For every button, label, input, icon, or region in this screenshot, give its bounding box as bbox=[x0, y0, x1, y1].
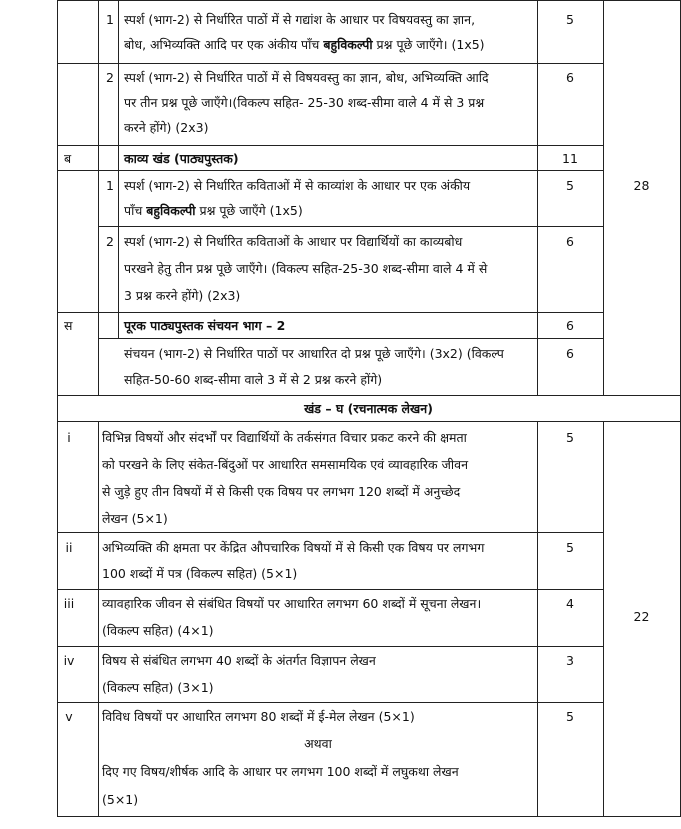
section-label: ब bbox=[64, 151, 72, 166]
desc-text: पाँच bbox=[124, 203, 147, 218]
item-marks: 6 bbox=[566, 346, 574, 361]
col-border bbox=[98, 0, 99, 396]
section-title: पूरक पाठ्यपुस्तक संचयन भाग – 2 bbox=[124, 318, 286, 333]
item-description: स्पर्श (भाग-2) से निर्धारित पाठों में से विषयवस्तु का ज्ञान, बोध, अभिव्यक्ति आदि bbox=[124, 70, 489, 85]
row-border bbox=[57, 0, 680, 1]
item-description: (5×1) bbox=[102, 792, 139, 807]
item-description: लेखन (5×1) bbox=[102, 511, 168, 526]
row-border bbox=[57, 63, 603, 64]
item-number: 2 bbox=[106, 234, 114, 249]
row-border bbox=[57, 312, 603, 313]
item-description: अभिव्यक्ति की क्षमता पर केंद्रित औपचारिक विषयों में से किसी एक विषय पर लगभग bbox=[102, 540, 485, 555]
section-total: 28 bbox=[633, 178, 650, 193]
section-marks: 6 bbox=[566, 318, 574, 333]
item-description: स्पर्श (भाग-2) से निर्धारित पाठों में से गद्यांश के आधार पर विषयवस्तु का ज्ञान, bbox=[124, 12, 476, 27]
item-description: विविध विषयों पर आधारित लगभग 80 शब्दों में ई-मेल लेखन (5×1) bbox=[102, 709, 415, 724]
desc-text: प्रश्न पूछे जाएँगे (1x5) bbox=[195, 203, 303, 218]
row-border bbox=[57, 145, 603, 146]
item-description: दिए गए विषय/शीर्षक आदि के आधार पर लगभग 100 शब्दों में लघुकथा लेखन bbox=[102, 764, 459, 779]
item-number: 2 bbox=[106, 70, 114, 85]
item-description: (विकल्प सहित) (4×1) bbox=[102, 623, 214, 638]
item-description: पर तीन प्रश्न पूछे जाएँगे।(विकल्प सहित- 25-30 शब्द-सीमा वाले 4 में से 3 प्रश्न bbox=[124, 95, 485, 110]
item-description: विषय से संबंधित लगभग 40 शब्दों के अंतर्गत विज्ञापन लेखन bbox=[102, 653, 376, 668]
row-border bbox=[98, 226, 603, 227]
item-description: 100 शब्दों में पत्र (विकल्प सहित) (5×1) bbox=[102, 566, 298, 581]
item-description: स्पर्श (भाग-2) से निर्धारित कविताओं में से काव्यांश के आधार पर एक अंकीय bbox=[124, 178, 471, 193]
section-label: स bbox=[64, 318, 73, 333]
row-border bbox=[57, 589, 603, 590]
desc-text: प्रश्न पूछे जाएँगे। (1x5) bbox=[372, 37, 485, 52]
item-marks: 5 bbox=[566, 12, 574, 27]
col-border bbox=[537, 421, 538, 817]
item-description: संचयन (भाग-2) से निर्धारित पाठों पर आधारित दो प्रश्न पूछे जाएँगे। (3x2) (विकल्प bbox=[124, 346, 504, 361]
row-border bbox=[57, 646, 603, 647]
row-border bbox=[57, 702, 603, 703]
item-description: विभिन्न विषयों और संदर्भों पर विद्यार्थियों के तर्कसंगत विचार प्रकट करने की क्षमता bbox=[102, 430, 467, 445]
or-separator: अथवा bbox=[304, 736, 332, 751]
item-number: v bbox=[65, 709, 73, 724]
item-description: सहित-50-60 शब्द-सीमा वाले 3 में से 2 प्रश्न करने होंगे) bbox=[124, 372, 383, 387]
section-heading: खंड – घ (रचनात्मक लेखन) bbox=[304, 401, 433, 416]
item-number: 1 bbox=[106, 178, 114, 193]
item-description: व्यावहारिक जीवन से संबंधित विषयों पर आधारित लगभग 60 शब्दों में सूचना लेखन। bbox=[102, 596, 482, 611]
desc-text: बोध, अभिव्यक्ति आदि पर एक अंकीय पाँच bbox=[124, 37, 324, 52]
item-description: परखने हेतु तीन प्रश्न पूछे जाएँगे। (विकल्प सहित-25-30 शब्द-सीमा वाले 4 में से bbox=[124, 261, 488, 276]
item-description: (विकल्प सहित) (3×1) bbox=[102, 680, 214, 695]
col-border bbox=[98, 421, 99, 817]
row-border bbox=[57, 395, 680, 396]
desc-emphasis: बहुविकल्पी bbox=[323, 37, 373, 52]
item-marks: 5 bbox=[566, 540, 574, 555]
section-marks: 11 bbox=[562, 151, 578, 166]
item-marks: 5 bbox=[566, 430, 574, 445]
row-border bbox=[57, 532, 603, 533]
col-border bbox=[118, 312, 119, 338]
row-border bbox=[57, 170, 603, 171]
item-marks: 3 bbox=[566, 653, 574, 668]
item-marks: 4 bbox=[566, 596, 574, 611]
item-description bbox=[124, 199, 534, 222]
row-border bbox=[57, 816, 680, 817]
item-number: iii bbox=[63, 596, 75, 611]
desc-emphasis: बहुविकल्पी bbox=[146, 203, 196, 218]
item-description: स्पर्श (भाग-2) से निर्धारित कविताओं के आधार पर विद्यार्थियों का काव्यबोध bbox=[124, 234, 463, 249]
item-description: को परखने के लिए संकेत-बिंदुओं पर आधारित समसामयिक एवं व्यावहारिक जीवन bbox=[102, 457, 469, 472]
item-description: से जुड़े हुए तीन विषयों में से किसी एक विषय पर लगभग 120 शब्दों में अनुच्छेद bbox=[102, 484, 461, 499]
item-description: करने होंगे) (2x3) bbox=[124, 120, 209, 135]
item-description: 3 प्रश्न करने होंगे) (2x3) bbox=[124, 288, 241, 303]
item-marks: 5 bbox=[566, 178, 574, 193]
section-title: काव्य खंड (पाठ्यपुस्तक) bbox=[124, 151, 239, 166]
item-marks: 6 bbox=[566, 234, 574, 249]
item-marks: 6 bbox=[566, 70, 574, 85]
row-border bbox=[57, 421, 680, 422]
item-number: iv bbox=[63, 653, 75, 668]
col-border bbox=[118, 145, 119, 170]
item-description bbox=[124, 33, 534, 56]
row-border bbox=[98, 338, 603, 339]
col-border bbox=[603, 0, 604, 396]
item-number: i bbox=[67, 430, 71, 445]
item-number: 1 bbox=[106, 12, 114, 27]
section-total: 22 bbox=[633, 609, 650, 624]
item-number: ii bbox=[65, 540, 73, 555]
item-marks: 5 bbox=[566, 709, 574, 724]
